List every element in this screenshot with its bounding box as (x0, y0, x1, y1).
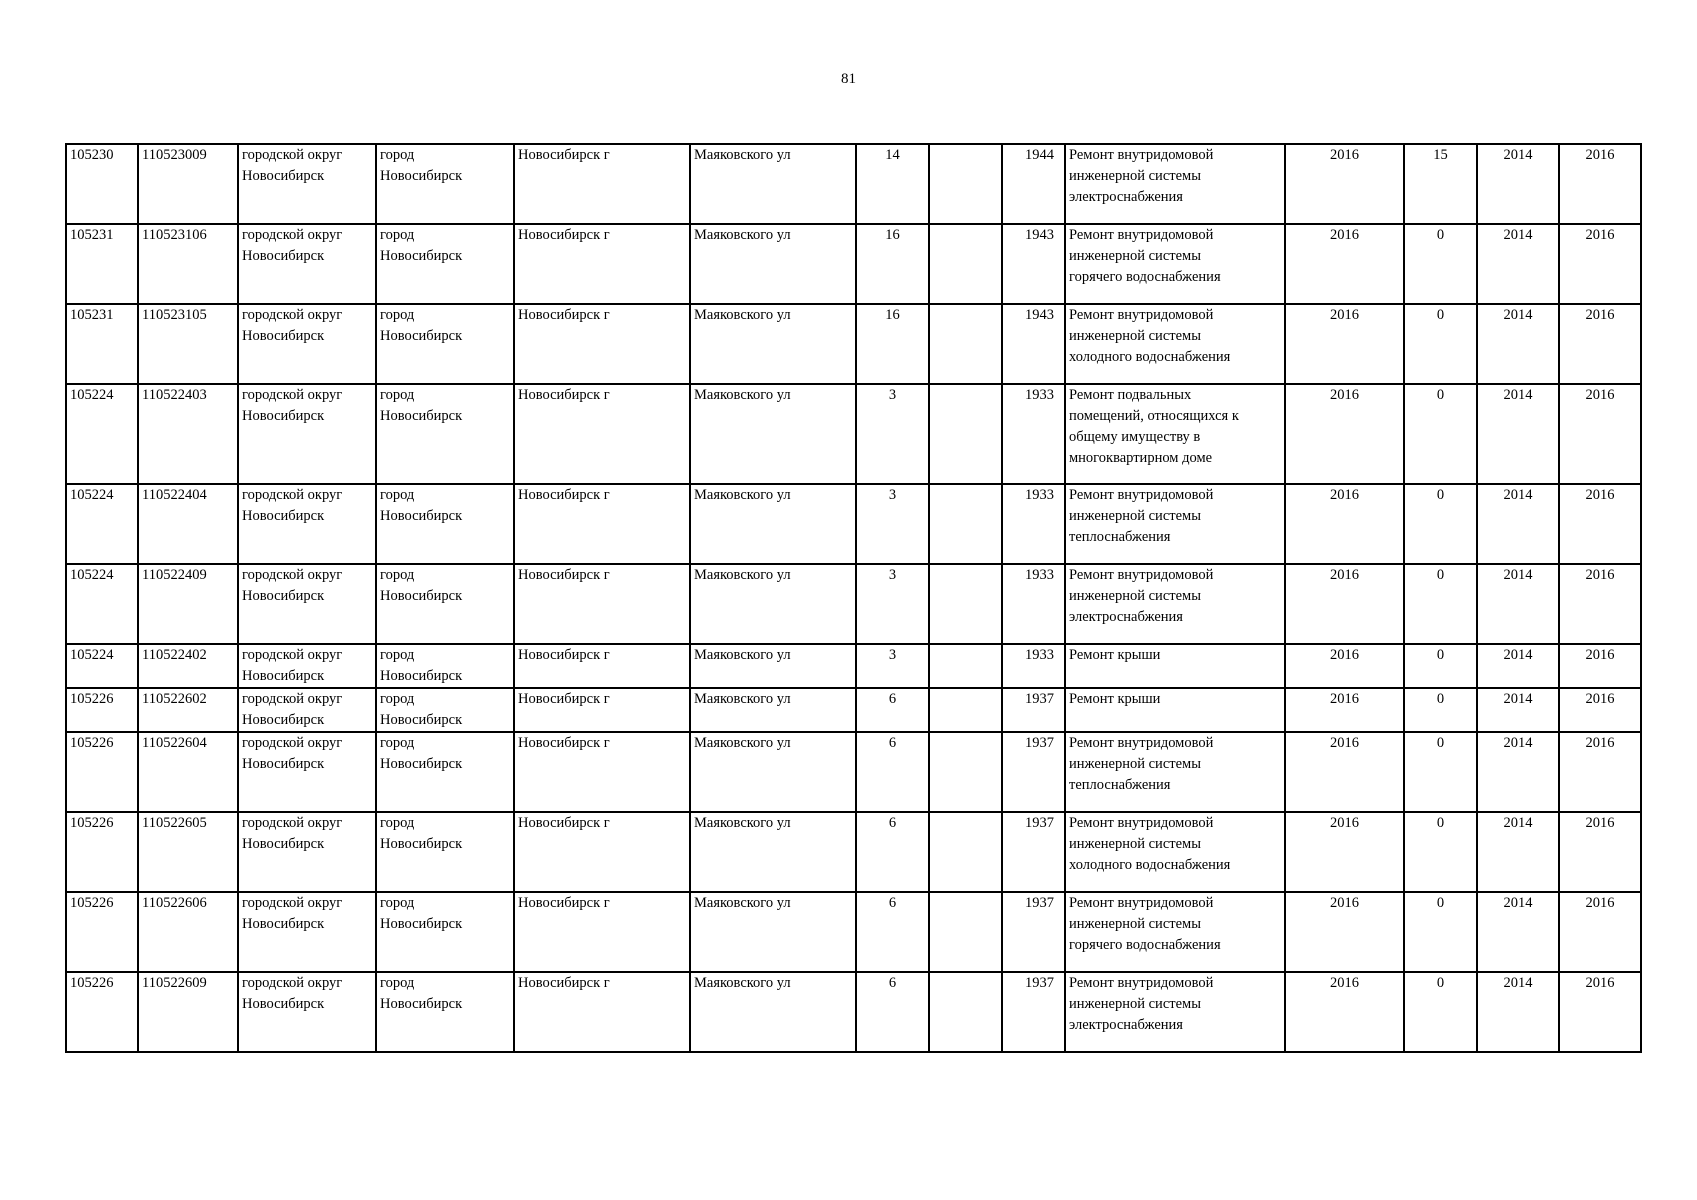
cell-count: 0 (1404, 644, 1477, 688)
cell-plan-year: 2016 (1285, 304, 1404, 384)
cell-year-built: 1937 (1002, 972, 1065, 1052)
cell-code: 110522403 (138, 384, 238, 484)
cell-street: Маяковского ул (690, 564, 856, 644)
cell-year-built: 1933 (1002, 644, 1065, 688)
cell-end-year: 2016 (1559, 384, 1641, 484)
cell-plan-year: 2016 (1285, 812, 1404, 892)
cell-code: 110523009 (138, 144, 238, 224)
cell-city: Новосибирск г (514, 224, 690, 304)
cell-city: Новосибирск г (514, 812, 690, 892)
cell-municipality: город Новосибирск (376, 892, 514, 972)
cell-city: Новосибирск г (514, 484, 690, 564)
cell-end-year: 2016 (1559, 224, 1641, 304)
cell-building (929, 644, 1002, 688)
cell-start-year: 2014 (1477, 644, 1559, 688)
cell-end-year: 2016 (1559, 484, 1641, 564)
cell-municipality: город Новосибирск (376, 688, 514, 732)
cell-end-year: 2016 (1559, 892, 1641, 972)
cell-district: городской округ Новосибирск (238, 812, 376, 892)
cell-count: 0 (1404, 812, 1477, 892)
cell-city: Новосибирск г (514, 972, 690, 1052)
cell-building (929, 304, 1002, 384)
cell-start-year: 2014 (1477, 564, 1559, 644)
cell-house: 3 (856, 644, 929, 688)
cell-district: городской округ Новосибирск (238, 384, 376, 484)
cell-building (929, 688, 1002, 732)
cell-plan-year: 2016 (1285, 644, 1404, 688)
cell-city: Новосибирск г (514, 732, 690, 812)
cell-code: 110522604 (138, 732, 238, 812)
cell-plan-year: 2016 (1285, 144, 1404, 224)
cell-house: 6 (856, 972, 929, 1052)
cell-municipality: город Новосибирск (376, 644, 514, 688)
cell-street: Маяковского ул (690, 304, 856, 384)
cell-plan-year: 2016 (1285, 224, 1404, 304)
cell-plan-year: 2016 (1285, 484, 1404, 564)
cell-district: городской округ Новосибирск (238, 144, 376, 224)
cell-street: Маяковского ул (690, 732, 856, 812)
cell-end-year: 2016 (1559, 732, 1641, 812)
cell-id: 105224 (66, 644, 138, 688)
cell-start-year: 2014 (1477, 304, 1559, 384)
cell-start-year: 2014 (1477, 484, 1559, 564)
cell-end-year: 2016 (1559, 304, 1641, 384)
cell-start-year: 2014 (1477, 972, 1559, 1052)
cell-year-built: 1937 (1002, 688, 1065, 732)
cell-start-year: 2014 (1477, 144, 1559, 224)
cell-house: 3 (856, 484, 929, 564)
cell-street: Маяковского ул (690, 644, 856, 688)
cell-end-year: 2016 (1559, 144, 1641, 224)
cell-plan-year: 2016 (1285, 564, 1404, 644)
cell-work-type: Ремонт внутридомовой инженерной системы холодного водоснабжения (1065, 304, 1285, 384)
cell-work-type: Ремонт внутридомовой инженерной системы холодного водоснабжения (1065, 812, 1285, 892)
table-row (66, 144, 1641, 224)
cell-building (929, 484, 1002, 564)
cell-start-year: 2014 (1477, 892, 1559, 972)
cell-work-type: Ремонт внутридомовой инженерной системы электроснабжения (1065, 972, 1285, 1052)
cell-municipality: город Новосибирск (376, 304, 514, 384)
cell-city: Новосибирск г (514, 304, 690, 384)
cell-municipality: город Новосибирск (376, 732, 514, 812)
cell-house: 6 (856, 688, 929, 732)
page-number: 81 (841, 71, 856, 87)
cell-count: 0 (1404, 484, 1477, 564)
cell-building (929, 224, 1002, 304)
cell-building (929, 144, 1002, 224)
cell-street: Маяковского ул (690, 812, 856, 892)
cell-id: 105224 (66, 484, 138, 564)
cell-count: 15 (1404, 144, 1477, 224)
cell-count: 0 (1404, 892, 1477, 972)
table-row (66, 644, 1641, 688)
table-row (66, 484, 1641, 564)
cell-plan-year: 2016 (1285, 892, 1404, 972)
cell-count: 0 (1404, 304, 1477, 384)
cell-plan-year: 2016 (1285, 732, 1404, 812)
cell-street: Маяковского ул (690, 144, 856, 224)
cell-year-built: 1943 (1002, 224, 1065, 304)
cell-plan-year: 2016 (1285, 972, 1404, 1052)
cell-municipality: город Новосибирск (376, 812, 514, 892)
cell-year-built: 1937 (1002, 732, 1065, 812)
cell-end-year: 2016 (1559, 812, 1641, 892)
cell-house: 14 (856, 144, 929, 224)
cell-district: городской округ Новосибирск (238, 732, 376, 812)
cell-work-type: Ремонт внутридомовой инженерной системы электроснабжения (1065, 144, 1285, 224)
cell-street: Маяковского ул (690, 224, 856, 304)
table-row (66, 812, 1641, 892)
cell-code: 110522606 (138, 892, 238, 972)
cell-code: 110522409 (138, 564, 238, 644)
cell-start-year: 2014 (1477, 812, 1559, 892)
cell-house: 3 (856, 564, 929, 644)
cell-id: 105224 (66, 564, 138, 644)
cell-work-type: Ремонт подвальных помещений, относящихся к общему имуществу в многоквартирном доме (1065, 384, 1285, 484)
cell-district: городской округ Новосибирск (238, 564, 376, 644)
cell-street: Маяковского ул (690, 972, 856, 1052)
cell-work-type: Ремонт внутридомовой инженерной системы горячего водоснабжения (1065, 892, 1285, 972)
cell-building (929, 972, 1002, 1052)
cell-count: 0 (1404, 732, 1477, 812)
cell-house: 16 (856, 304, 929, 384)
cell-plan-year: 2016 (1285, 688, 1404, 732)
cell-year-built: 1937 (1002, 812, 1065, 892)
table-row (66, 564, 1641, 644)
cell-municipality: город Новосибирск (376, 144, 514, 224)
cell-street: Маяковского ул (690, 688, 856, 732)
cell-code: 110522404 (138, 484, 238, 564)
cell-building (929, 812, 1002, 892)
cell-house: 6 (856, 812, 929, 892)
data-table (65, 143, 1642, 1053)
table-row (66, 688, 1641, 732)
cell-municipality: город Новосибирск (376, 384, 514, 484)
cell-city: Новосибирск г (514, 688, 690, 732)
cell-end-year: 2016 (1559, 972, 1641, 1052)
cell-id: 105226 (66, 688, 138, 732)
cell-district: городской округ Новосибирск (238, 688, 376, 732)
cell-city: Новосибирск г (514, 384, 690, 484)
cell-id: 105231 (66, 304, 138, 384)
cell-work-type: Ремонт внутридомовой инженерной системы горячего водоснабжения (1065, 224, 1285, 304)
table-row (66, 384, 1641, 484)
cell-plan-year: 2016 (1285, 384, 1404, 484)
cell-year-built: 1944 (1002, 144, 1065, 224)
cell-id: 105226 (66, 892, 138, 972)
cell-end-year: 2016 (1559, 688, 1641, 732)
cell-municipality: город Новосибирск (376, 224, 514, 304)
cell-id: 105226 (66, 972, 138, 1052)
cell-house: 6 (856, 892, 929, 972)
cell-district: городской округ Новосибирск (238, 484, 376, 564)
cell-street: Маяковского ул (690, 484, 856, 564)
cell-id: 105226 (66, 732, 138, 812)
cell-id: 105230 (66, 144, 138, 224)
cell-city: Новосибирск г (514, 644, 690, 688)
cell-year-built: 1933 (1002, 484, 1065, 564)
table-row (66, 732, 1641, 812)
cell-street: Маяковского ул (690, 384, 856, 484)
cell-id: 105231 (66, 224, 138, 304)
table-row (66, 304, 1641, 384)
cell-municipality: город Новосибирск (376, 484, 514, 564)
cell-code: 110523105 (138, 304, 238, 384)
cell-work-type: Ремонт внутридомовой инженерной системы электроснабжения (1065, 564, 1285, 644)
cell-code: 110523106 (138, 224, 238, 304)
cell-city: Новосибирск г (514, 892, 690, 972)
cell-district: городской округ Новосибирск (238, 892, 376, 972)
cell-year-built: 1933 (1002, 384, 1065, 484)
cell-building (929, 892, 1002, 972)
cell-code: 110522602 (138, 688, 238, 732)
cell-code: 110522605 (138, 812, 238, 892)
cell-id: 105226 (66, 812, 138, 892)
cell-house: 6 (856, 732, 929, 812)
cell-district: городской округ Новосибирск (238, 644, 376, 688)
table-row (66, 892, 1641, 972)
cell-start-year: 2014 (1477, 732, 1559, 812)
cell-code: 110522609 (138, 972, 238, 1052)
cell-building (929, 732, 1002, 812)
cell-end-year: 2016 (1559, 644, 1641, 688)
cell-start-year: 2014 (1477, 384, 1559, 484)
cell-building (929, 384, 1002, 484)
table-row (66, 224, 1641, 304)
cell-work-type: Ремонт крыши (1065, 644, 1285, 688)
cell-end-year: 2016 (1559, 564, 1641, 644)
cell-count: 0 (1404, 564, 1477, 644)
cell-count: 0 (1404, 224, 1477, 304)
cell-city: Новосибирск г (514, 144, 690, 224)
cell-municipality: город Новосибирск (376, 564, 514, 644)
cell-year-built: 1933 (1002, 564, 1065, 644)
cell-house: 3 (856, 384, 929, 484)
cell-work-type: Ремонт внутридомовой инженерной системы теплоснабжения (1065, 732, 1285, 812)
cell-work-type: Ремонт крыши (1065, 688, 1285, 732)
cell-year-built: 1937 (1002, 892, 1065, 972)
cell-district: городской округ Новосибирск (238, 224, 376, 304)
cell-building (929, 564, 1002, 644)
cell-count: 0 (1404, 688, 1477, 732)
cell-street: Маяковского ул (690, 892, 856, 972)
cell-start-year: 2014 (1477, 688, 1559, 732)
cell-count: 0 (1404, 972, 1477, 1052)
cell-start-year: 2014 (1477, 224, 1559, 304)
cell-id: 105224 (66, 384, 138, 484)
cell-district: городской округ Новосибирск (238, 972, 376, 1052)
cell-house: 16 (856, 224, 929, 304)
cell-code: 110522402 (138, 644, 238, 688)
cell-count: 0 (1404, 384, 1477, 484)
table-row (66, 972, 1641, 1052)
cell-municipality: город Новосибирск (376, 972, 514, 1052)
cell-district: городской округ Новосибирск (238, 304, 376, 384)
cell-work-type: Ремонт внутридомовой инженерной системы теплоснабжения (1065, 484, 1285, 564)
cell-city: Новосибирск г (514, 564, 690, 644)
cell-year-built: 1943 (1002, 304, 1065, 384)
